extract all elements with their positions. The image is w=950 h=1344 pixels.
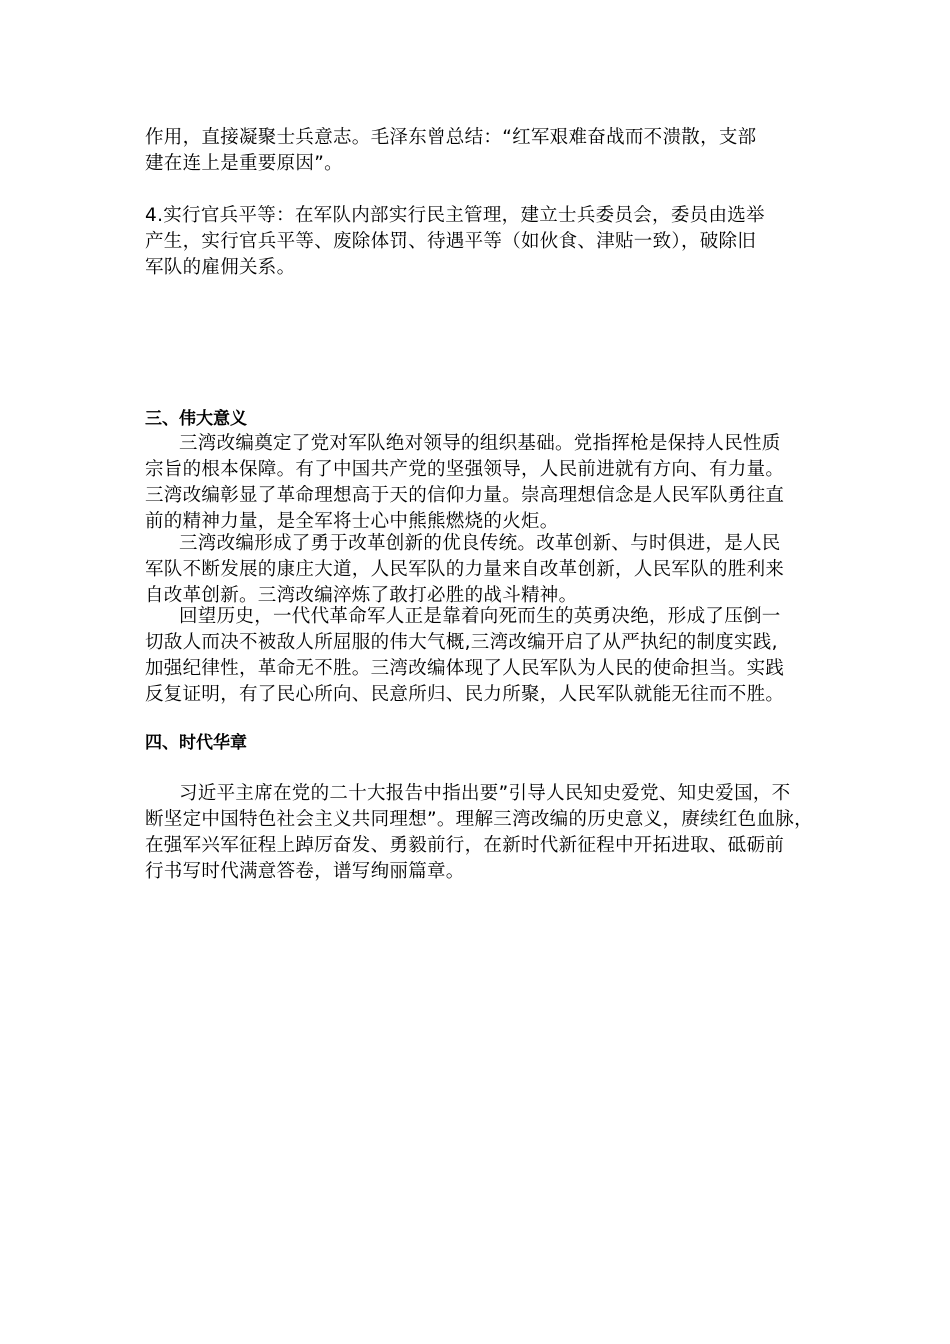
paragraph-significance-2 bbox=[145, 531, 810, 609]
text-line: 在强军兴军征程上踔厉奋发、勇毅前行，在新时代新征程中开拓进取、砥砺前 bbox=[145, 835, 785, 856]
text-line: 三湾改编奠定了党对军队绝对领导的组织基础。党指挥枪是保持人民性质 bbox=[179, 433, 781, 454]
text-line: 三湾改编彰显了革命理想高于天的信仰力量。崇高理想信念是人民军队勇往直 bbox=[145, 485, 785, 506]
text-line: 宗旨的根本保障。有了中国共产党的坚强领导，人民前进就有方向、有力量。 bbox=[145, 459, 785, 480]
paragraph-prev-tail bbox=[145, 125, 810, 177]
text-line: 产生，实行官兵平等、废除体罚、待遇平等（如伙食、津贴一致），破除旧 bbox=[145, 231, 757, 252]
text-line: 加强纪律性，革命无不胜。三湾改编体现了人民军队为人民的使命担当。实践 bbox=[145, 658, 785, 679]
text-line: 作用，直接凝聚士兵意志。毛泽东曾总结：“红军艰难奋战而不溃散，支部 bbox=[145, 127, 757, 148]
paragraph-significance-3 bbox=[145, 604, 810, 708]
section-heading-significance: 三、伟大意义 bbox=[145, 409, 247, 429]
text-line: 4.实行官兵平等：在军队内部实行民主管理，建立士兵委员会，委员由选举 bbox=[145, 205, 765, 226]
text-line: 军队的雇佣关系。 bbox=[145, 257, 296, 278]
text-line: 行书写时代满意答卷，谱写绚丽篇章。 bbox=[145, 861, 465, 882]
text-line: 反复证明，有了民心所向、民意所归、民力所聚，人民军队就能无往而不胜。 bbox=[145, 684, 785, 705]
text-line: 习近平主席在党的二十大报告中指出要”引导人民知史爱党、知史爱国，不 bbox=[179, 783, 791, 804]
text-line: 军队不断发展的康庄大道，人民军队的力量来自改革创新，人民军队的胜利来 bbox=[145, 559, 785, 580]
text-line: 回望历史，一代代革命军人正是靠着向死而生的英勇决绝，形成了压倒一 bbox=[179, 606, 781, 627]
text-line: 前的精神力量，是全军将士心中熊熊燃烧的火炬。 bbox=[145, 511, 559, 532]
text-line: 三湾改编形成了勇于改革创新的优良传统。改革创新、与时俱进，是人民 bbox=[179, 533, 781, 554]
text-line: 切敌人而决不被敌人所屈服的伟大气概,三湾改编开启了从严执纪的制度实践, bbox=[145, 632, 778, 653]
text-line: 断坚定中国特色社会主义共同理想”。理解三湾改编的历史意义，赓续红色血脉， bbox=[145, 809, 813, 830]
paragraph-officer-soldier-equality bbox=[145, 203, 810, 281]
paragraph-era-chapter bbox=[145, 781, 813, 885]
text-line: 建在连上是重要原因”。 bbox=[145, 153, 343, 174]
paragraph-significance-1 bbox=[145, 431, 810, 535]
text-line: 自改革创新。三湾改编淬炼了敢打必胜的战斗精神。 bbox=[145, 585, 578, 606]
section-heading-era-chapter: 四、时代华章 bbox=[145, 733, 247, 753]
